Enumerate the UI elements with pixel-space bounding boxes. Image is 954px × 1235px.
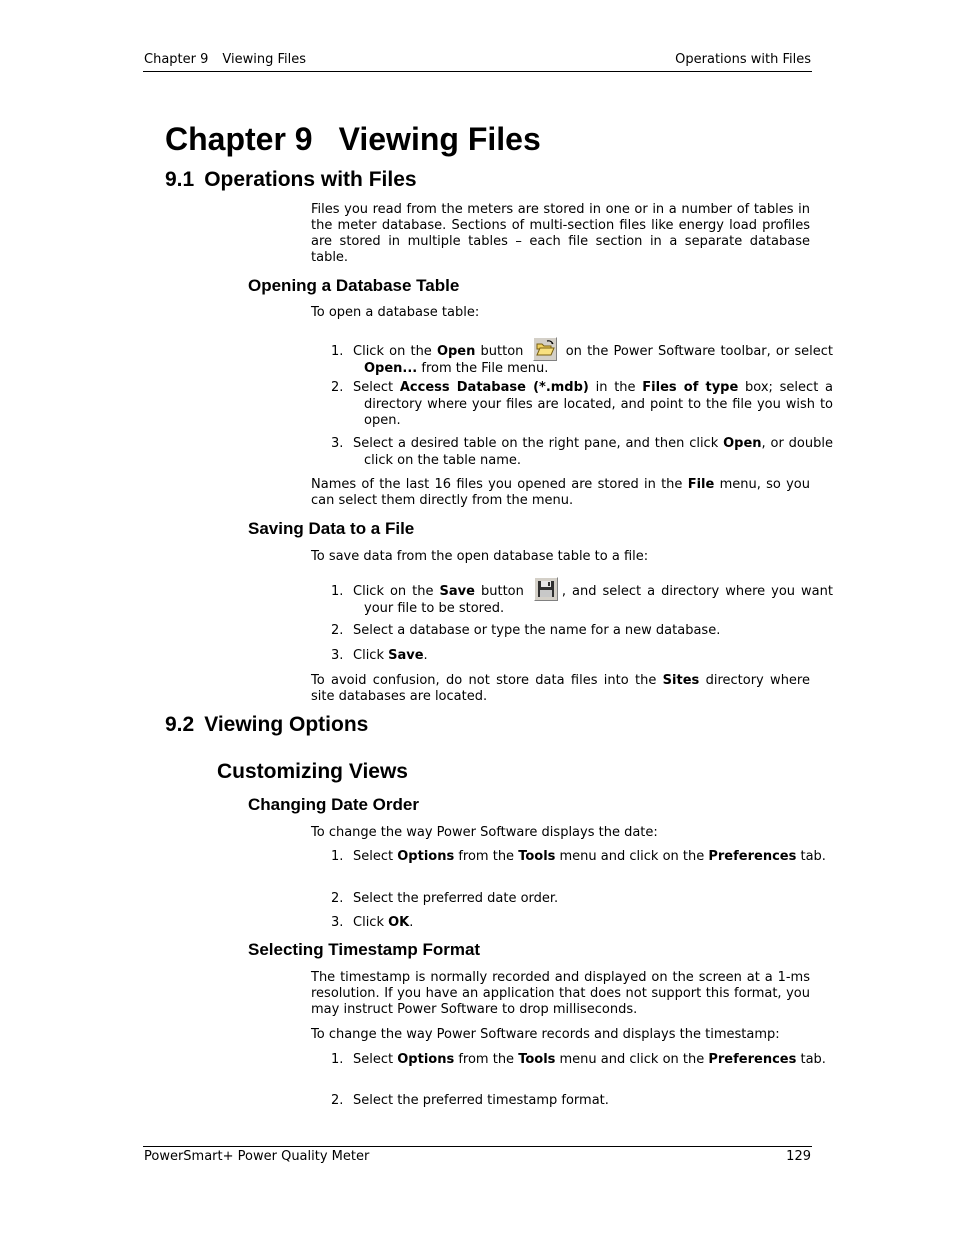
date-order-step-1: 1. Select Options from the Tools menu and click on the Preferences tab. [331,849,826,864]
customizing-views-heading: Customizing Views [217,760,408,783]
section-9-1-intro: Files you read from the meters are stored in one or in a number of tables in the meter database. Sections of multi-section files like energy load profiles are stored in multiple tables – each file section in a separate database table. [311,202,810,265]
page-number: 129 [786,1149,811,1164]
opening-step-2: 2. Select Access Database (*.mdb) in the Files of type box; select a directory where your files are located, and point to the file you wish to open. [331,380,833,428]
timestamp-step-2: 2. Select the preferred timestamp format. [331,1093,609,1108]
opening-lead: To open a database table: [311,305,480,320]
floppy-disk-icon[interactable] [534,577,558,601]
running-footer [143,1146,812,1164]
date-order-step-2: 2. Select the preferred date order. [331,891,559,906]
timestamp-step-1: 1. Select Options from the Tools menu and click on the Preferences tab. [331,1052,826,1067]
timestamp-intro: The timestamp is normally recorded and displayed on the screen at a 1-ms resolution. If you have an application that does not support this format, you may instruct Power Software to drop milliseconds. [311,970,810,1017]
saving-note: To avoid confusion, do not store data files into the Sites directory where site databases are located. [311,673,810,704]
date-order-heading: Changing Date Order [248,795,419,814]
saving-step-1: 1. Click on the Save button , and select a directory where you want your file to be stored. [331,577,833,618]
chapter-title: Chapter 9 Viewing Files [165,121,541,157]
timestamp-format-heading: Selecting Timestamp Format [248,940,481,959]
saving-lead: To save data from the open database table to a file: [311,549,649,564]
header-section: Operations with Files [675,52,811,67]
opening-note: Names of the last 16 files you opened are stored in the File menu, so you can select them directly from the menu. [311,477,810,508]
opening-step-1: 1. Click on the Open button on the Power Software toolbar, or select Open... from the File menu. [331,337,833,378]
saving-data-heading: Saving Data to a File [248,519,415,538]
timestamp-lead: To change the way Power Software records and displays the timestamp: [311,1027,780,1042]
section-heading-9-2: 9.2 Viewing Options [165,713,369,736]
header-chapter: Chapter 9 Viewing Files [144,52,307,67]
section-heading-9-1: 9.1 Operations with Files [165,168,417,191]
open-folder-icon[interactable] [533,337,557,361]
opening-table-heading: Opening a Database Table [248,276,460,295]
opening-step-3: 3. Select a desired table on the right pane, and then click Open, or double click on the table name. [331,436,833,468]
running-header [143,51,812,72]
footer-product: PowerSmart+ Power Quality Meter [144,1149,370,1164]
date-order-lead: To change the way Power Software displays the date: [311,825,658,840]
saving-step-3: 3. Click Save. [331,648,428,663]
date-order-step-3: 3. Click OK. [331,915,414,930]
saving-step-2: 2. Select a database or type the name for a new database. [331,623,721,638]
